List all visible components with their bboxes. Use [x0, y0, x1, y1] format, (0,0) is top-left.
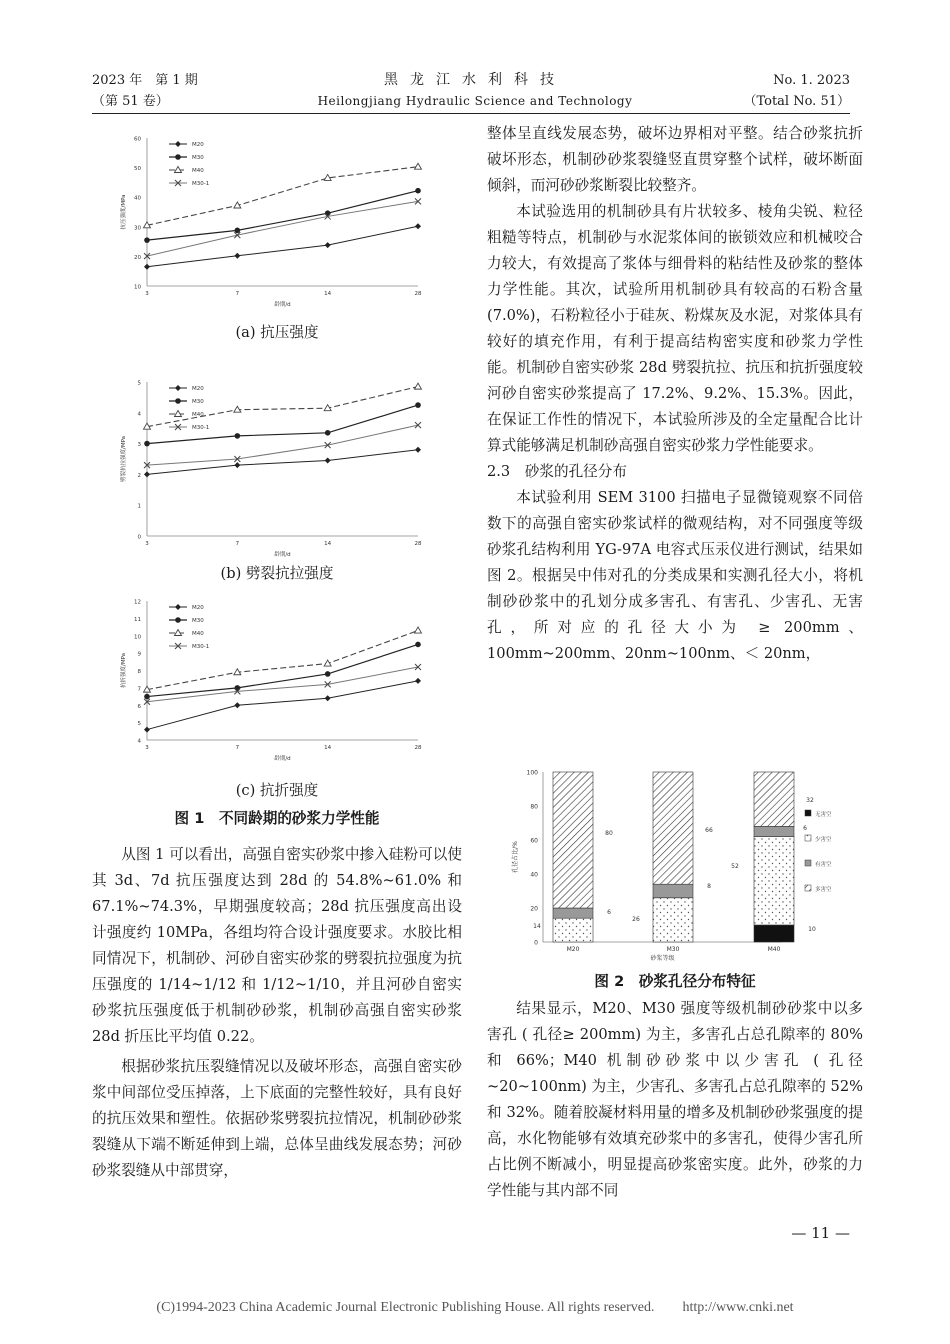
- x-tick-label: 3: [145, 541, 149, 547]
- y-tick-label: 6: [137, 703, 141, 710]
- data-point: [144, 441, 150, 447]
- y-tick-label: 60: [530, 837, 538, 845]
- x-tick-label: M20: [566, 946, 580, 953]
- chart-splitting-tensile-strength: [92, 372, 462, 558]
- series-line-m40: [147, 167, 418, 226]
- y-tick-label: 11: [134, 616, 141, 623]
- y-axis-label: 抗压强度/MPa: [121, 194, 127, 230]
- legend-label: 有害空: [815, 862, 832, 868]
- legend-label: M20: [192, 386, 204, 392]
- y-tick-label: 2: [137, 472, 141, 479]
- legend-label: M30: [192, 399, 204, 405]
- y-tick-label: 20: [134, 254, 141, 261]
- figure1-caption: 图 1 不同龄期的砂浆力学性能: [174, 810, 380, 827]
- legend-label: 无害空: [815, 812, 832, 818]
- bar-segment: [754, 772, 794, 826]
- header-right: [743, 70, 850, 112]
- caption-b: (b) 劈裂抗拉强度: [220, 565, 334, 582]
- data-label: 32: [806, 797, 814, 804]
- y-tick-label: 10: [134, 634, 141, 641]
- caption-c: (c) 抗折强度: [235, 782, 319, 799]
- data-point: [325, 671, 331, 677]
- data-label: 8: [707, 883, 711, 890]
- data-point: [415, 402, 421, 408]
- caption-a: (a) 抗压强度: [235, 324, 319, 341]
- data-point: [415, 223, 421, 229]
- bar-segment: [754, 837, 794, 925]
- data-point: [415, 383, 422, 389]
- legend-label: 少害空: [815, 837, 832, 843]
- data-point: [175, 154, 181, 160]
- bar-segment: [754, 925, 794, 942]
- legend-swatch: [805, 810, 811, 816]
- x-tick-label: M30: [666, 946, 680, 953]
- volume-label: （第 51 卷）: [92, 94, 169, 109]
- data-point: [175, 385, 181, 391]
- legend-swatch: [805, 835, 811, 841]
- data-point: [415, 642, 421, 648]
- legend-swatch: [805, 860, 811, 866]
- data-point: [175, 604, 181, 610]
- data-point: [144, 727, 150, 733]
- y-tick-label: 8: [137, 669, 141, 675]
- bar-segment: [553, 908, 593, 918]
- right-column-lower: [487, 996, 863, 1204]
- data-label: 66: [705, 827, 713, 834]
- legend-label: 多害空: [815, 887, 832, 893]
- legend-swatch: [805, 885, 811, 891]
- x-tick-label: 7: [235, 541, 240, 547]
- x-tick-label: 14: [324, 541, 332, 547]
- data-label: 6: [803, 825, 807, 832]
- right-column: [487, 121, 863, 667]
- x-tick-label: 14: [324, 745, 332, 751]
- data-point: [325, 458, 331, 464]
- header-rule: [92, 113, 850, 114]
- legend-label: M30: [192, 155, 204, 161]
- data-point: [144, 264, 150, 270]
- header-center: [300, 70, 650, 112]
- y-tick-label: 12: [134, 599, 141, 606]
- data-point: [325, 430, 331, 436]
- bar-segment: [653, 884, 693, 898]
- issue-label: 2023 年 第 1 期: [92, 73, 198, 88]
- x-tick-label: 28: [414, 745, 422, 751]
- x-tick-label: 7: [235, 745, 240, 751]
- legend-label: M30-1: [192, 181, 210, 187]
- legend-label: M30-1: [192, 425, 210, 431]
- chart-compressive-strength: [92, 128, 462, 320]
- series-line-m40: [147, 387, 418, 427]
- data-point: [175, 617, 181, 623]
- y-axis-label: 抗折强度/MPa: [121, 652, 127, 689]
- data-label: 80: [605, 830, 613, 837]
- series-line-m30-1: [147, 425, 418, 465]
- y-tick-label: 30: [134, 225, 141, 232]
- legend-label: M20: [192, 142, 204, 148]
- data-point: [175, 398, 181, 404]
- y-tick-label: 100: [526, 769, 538, 777]
- y-tick-label: 1: [137, 503, 141, 510]
- x-tick-label: 3: [145, 745, 149, 751]
- header-left: [92, 70, 198, 112]
- page-number: — 11 —: [791, 1224, 850, 1242]
- data-point: [175, 141, 181, 147]
- legend-label: M40: [192, 631, 204, 637]
- data-label: 6: [607, 909, 611, 916]
- series-line-m30: [147, 405, 418, 444]
- legend-label: M30-1: [192, 644, 210, 650]
- x-tick-label: 28: [414, 541, 422, 547]
- issue-number: No. 1. 2023: [773, 73, 850, 88]
- data-point: [144, 237, 150, 243]
- y-tick-label: 3: [137, 442, 141, 449]
- copyright-footer: (C)1994-2023 China Academic Journal Electronic Publishing House. All rights reserved. http://www.cnki.net: [156, 1300, 794, 1315]
- total-number: （Total No. 51）: [743, 94, 850, 109]
- y-tick-label: 0: [137, 534, 141, 541]
- x-axis-label: 龄期/d: [274, 552, 291, 558]
- data-point: [235, 228, 241, 234]
- y-tick-label: 20: [530, 905, 538, 913]
- paragraph: 根据砂浆抗压裂缝情况以及破坏形态，高强自密实砂浆中间部位受压掉落，上下底面的完整性较好，具有良好的抗压效果和塑性。依据砂浆劈裂抗拉情况，机制砂砂浆裂缝从下端不断延伸到上端，总体呈曲线发展态势；河砂砂浆裂缝从中部贯穿，: [92, 1058, 462, 1179]
- paragraph: 结果显示，M20、M30 强度等级机制砂砂浆中以多害孔 ( 孔径≥ 200mm) 为主，多害孔占总孔隙率的 80% 和 66%；M40 机制砂砂浆中以少害孔 ( 孔径 ~20~100nm) 为主，少害孔、多害孔占总孔隙率的 52% 和 32%。随着胶凝材料用量的增多及机制砂砂浆强度的提高，水化物能够有效填充砂浆中的多害孔，使得少害孔所占比例不断减小，明显提高砂浆密实度。此外，砂浆的力学性能与其内部不同: [487, 1000, 863, 1199]
- x-axis-label: 龄期/d: [274, 756, 291, 762]
- y-tick-label: 60: [134, 136, 141, 143]
- y-tick-label: 7: [137, 686, 141, 693]
- x-axis-label: 砂浆等级: [650, 955, 675, 962]
- series-line-m30-1: [147, 201, 418, 256]
- y-axis-label: 劈裂抗拉强度/MPa: [121, 435, 127, 483]
- paragraph: 本试验选用的机制砂具有片状较多、棱角尖锐、粒径粗糙等特点，机制砂与水泥浆体间的嵌锁效应和机械咬合力较大，有效提高了浆体与细骨料的粘结性及砂浆的整体力学性能。其次，试验所用机制砂具有较高的石粉含量 (7.0%)，石粉粒径小于硅灰、粉煤灰及水泥，对浆体具有较好的填充作用，有利于提高结构密实度和砂浆力学性能。机制砂自密实砂浆 28d 劈裂抗拉、抗压和抗折强度较河砂自密实砂浆提高了 17.2%、9.2%、15.3%。因此，在保证工作性的情况下，本试验所涉及的全定量配合比计算式能够满足机制砂高强自密实砂浆力学性能要求。: [487, 203, 863, 454]
- x-tick-label: 3: [145, 291, 149, 297]
- legend-label: M20: [192, 605, 204, 611]
- legend-label: M30: [192, 618, 204, 624]
- data-point: [144, 471, 150, 477]
- legend-label: M40: [192, 412, 204, 418]
- x-axis-label: 龄期/d: [274, 302, 291, 308]
- bar-segment: [553, 918, 593, 942]
- bar-segment: [553, 772, 593, 908]
- data-point: [415, 627, 422, 633]
- data-point: [234, 702, 240, 708]
- data-point: [325, 242, 331, 248]
- journal-title-cn: 黑龙江水利科技: [384, 72, 566, 88]
- data-point: [415, 447, 421, 453]
- x-tick-label: 14: [324, 291, 332, 297]
- y-tick-label: 40: [530, 871, 538, 879]
- y-axis-label: 孔径占比/%: [512, 841, 519, 873]
- y-tick-label: 5: [137, 380, 141, 387]
- data-point: [144, 694, 150, 700]
- data-point: [234, 253, 240, 259]
- data-label: 10: [808, 926, 816, 933]
- y-tick-label: 80: [530, 803, 538, 811]
- y-tick-label: 10: [134, 284, 141, 291]
- left-column: [92, 842, 462, 1184]
- y-tick-label: 50: [134, 166, 141, 173]
- data-point: [415, 163, 422, 169]
- y-tick-label: 9: [137, 651, 141, 658]
- y-tick-label: 4: [137, 411, 141, 418]
- section-heading: 2.3 砂浆的孔径分布: [487, 463, 627, 480]
- y-tick-label: 5: [137, 721, 141, 728]
- series-line-m30: [147, 191, 418, 240]
- data-point: [234, 462, 240, 468]
- data-point: [325, 695, 331, 701]
- data-point: [235, 433, 241, 439]
- data-label: 52: [731, 863, 739, 870]
- data-label: 14: [533, 923, 541, 930]
- paragraph: 本试验利用 SEM 3100 扫描电子显微镜观察不同倍数下的高强自密实砂浆试样的微观结构，对不同强度等级砂浆孔结构利用 YG-97A 电容式压汞仪进行测试，结果如图 2。根据吴中伟对孔的分类成果和实测孔径大小，将机制砂砂浆中的孔划分成多害孔、有害孔、少害孔、无害孔，所对应的孔径大小为 ≥ 200mm、100mm~200mm、20nm~100nm、＜ 20nm，: [487, 489, 863, 662]
- x-tick-label: 28: [414, 291, 422, 297]
- journal-title-en: Heilongjiang Hydraulic Science and Technology: [317, 94, 633, 108]
- x-tick-label: M40: [767, 946, 781, 953]
- x-tick-label: 7: [235, 291, 240, 297]
- data-point: [415, 188, 421, 194]
- y-tick-label: 40: [134, 195, 141, 202]
- bar-segment: [653, 772, 693, 884]
- legend-label: M40: [192, 168, 204, 174]
- y-tick-label: 4: [137, 738, 141, 745]
- paragraph: 从图 1 可以看出，高强自密实砂浆中掺入硅粉可以使其 3d、7d 抗压强度达到 28d 的 54.8%~61.0% 和 67.1%~74.3%，早期强度较高；28d 抗压强度高出设计强度约 10MPa，各组均符合设计强度要求。水胶比相同情况下，机制砂、河砂自密实砂浆的劈裂抗拉强度为抗压强度的 1/14~1/12 和 1/12~1/10，并且河砂自密实砂浆抗压强度低于机制砂砂浆，机制砂高强自密实砂浆 28d 折压比平均值 0.22。: [92, 846, 462, 1045]
- chart-pore-distribution: [487, 760, 863, 970]
- chart-flexural-strength: [92, 592, 462, 776]
- figure2-caption: 图 2 砂浆孔径分布特征: [594, 973, 756, 990]
- bar-segment: [653, 898, 693, 942]
- bar-segment: [754, 826, 794, 836]
- data-point: [415, 678, 421, 684]
- paragraph: 整体呈直线发展态势，破坏边界相对平整。结合砂浆抗折破坏形态，机制砂砂浆裂缝竖直贯穿整个试样，破坏断面倾斜，而河砂砂浆断裂比较整齐。: [487, 125, 863, 194]
- series-line-m30-1: [147, 667, 418, 702]
- y-tick-label: 0: [534, 939, 538, 947]
- data-label: 26: [632, 916, 640, 923]
